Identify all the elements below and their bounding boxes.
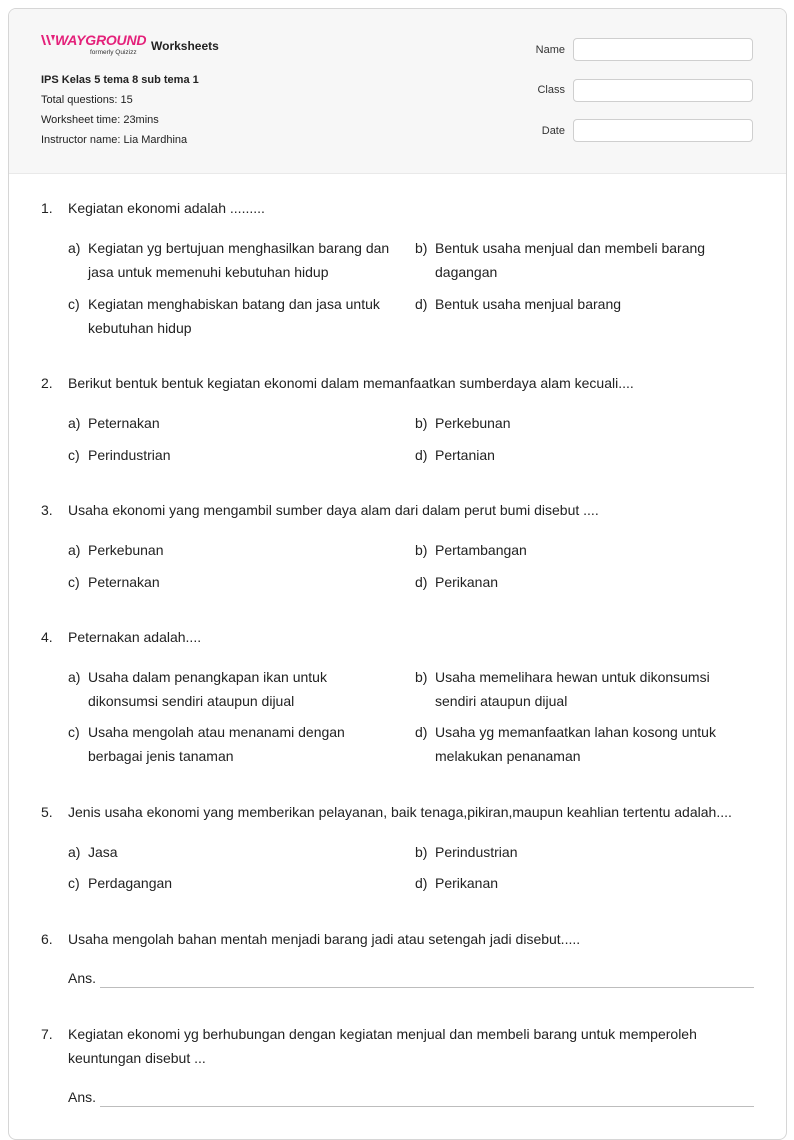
option-text: Usaha yg memanfaatkan lahan kosong untuk melakukan penanaman bbox=[435, 724, 716, 764]
question-number: 1. bbox=[41, 200, 53, 216]
option-text: Perdagangan bbox=[88, 875, 173, 891]
option-letter: a) bbox=[68, 542, 81, 558]
option-text: Bentuk usaha menjual barang bbox=[435, 296, 622, 312]
question-number: 6. bbox=[41, 931, 53, 947]
option-text: Pertambangan bbox=[435, 542, 527, 558]
name-label: Name bbox=[535, 44, 565, 56]
logo-text: WAYGROUND bbox=[55, 32, 147, 48]
option-text: Perindustrian bbox=[88, 447, 171, 463]
option-letter: c) bbox=[68, 875, 80, 891]
answer-line[interactable] bbox=[100, 987, 754, 988]
option-text: Perikanan bbox=[435, 875, 499, 891]
option-text: Usaha memelihara hewan untuk dikonsumsi sendiri ataupun dijual bbox=[435, 669, 710, 709]
option-letter: b) bbox=[415, 542, 428, 558]
option-letter: d) bbox=[415, 296, 428, 312]
question-number: 4. bbox=[41, 629, 53, 645]
question-text: Kegiatan ekonomi adalah ......... bbox=[68, 200, 265, 216]
question-number: 5. bbox=[41, 804, 53, 820]
option-text: Perikanan bbox=[435, 574, 499, 590]
option-letter: d) bbox=[415, 574, 428, 590]
question-number: 7. bbox=[41, 1026, 53, 1042]
option-text: Peternakan bbox=[88, 574, 160, 590]
option-letter: c) bbox=[68, 296, 80, 312]
option-text: Peternakan bbox=[88, 415, 160, 431]
wayground-logo bbox=[41, 32, 145, 60]
option-letter: d) bbox=[415, 875, 428, 891]
total-questions: Total questions: 15 bbox=[41, 94, 133, 106]
option-letter: a) bbox=[68, 669, 81, 685]
date-field[interactable] bbox=[573, 119, 753, 142]
option-letter: a) bbox=[68, 844, 81, 860]
option-letter: b) bbox=[415, 415, 428, 431]
answer-label: Ans. bbox=[68, 970, 97, 986]
option-text: Jasa bbox=[88, 844, 118, 860]
question-number: 2. bbox=[41, 375, 53, 391]
worksheet-title: IPS Kelas 5 tema 8 sub tema 1 bbox=[41, 74, 199, 86]
option-text: Perkebunan bbox=[88, 542, 164, 558]
instructor-name: Instructor name: Lia Mardhina bbox=[41, 134, 188, 146]
answer-label: Ans. bbox=[68, 1089, 97, 1105]
worksheet-time: Worksheet time: 23mins bbox=[41, 114, 159, 126]
option-text: Perindustrian bbox=[435, 844, 518, 860]
option-text: Kegiatan menghabiskan batang dan jasa untuk kebutuhan hidup bbox=[88, 296, 380, 336]
question-text: Jenis usaha ekonomi yang memberikan pelayanan, baik tenaga,pikiran,maupun keahlian tertentu adalah.... bbox=[68, 804, 732, 820]
question-text: Berikut bentuk bentuk kegiatan ekonomi dalam memanfaatkan sumberdaya alam kecuali.... bbox=[68, 375, 634, 391]
question-text: Usaha mengolah bahan mentah menjadi barang jadi atau setengah jadi disebut..... bbox=[68, 931, 581, 947]
worksheet-page bbox=[8, 8, 787, 1140]
option-letter: d) bbox=[415, 447, 428, 463]
option-letter: c) bbox=[68, 724, 80, 740]
class-label: Class bbox=[537, 84, 565, 96]
option-text: Pertanian bbox=[435, 447, 495, 463]
option-letter: b) bbox=[415, 240, 428, 256]
option-text: Bentuk usaha menjual dan membeli barang dagangan bbox=[435, 240, 706, 280]
option-text: Kegiatan yg bertujuan menghasilkan barang dan jasa untuk memenuhi kebutuhan hidup bbox=[88, 240, 390, 280]
section-title: Worksheets bbox=[151, 39, 219, 53]
question-number: 3. bbox=[41, 502, 53, 518]
option-letter: b) bbox=[415, 844, 428, 860]
option-letter: d) bbox=[415, 724, 428, 740]
logo-mark-icon bbox=[41, 34, 55, 46]
option-letter: a) bbox=[68, 240, 81, 256]
date-label: Date bbox=[541, 125, 565, 137]
question-text: Peternakan adalah.... bbox=[68, 629, 202, 645]
question-text: Usaha ekonomi yang mengambil sumber daya alam dari dalam perut bumi disebut .... bbox=[68, 502, 599, 518]
option-text: Perkebunan bbox=[435, 415, 511, 431]
option-text: Usaha dalam penangkapan ikan untuk dikonsumsi sendiri ataupun dijual bbox=[88, 669, 327, 709]
logo-subtext: formerly Quizizz bbox=[90, 49, 137, 56]
option-letter: c) bbox=[68, 447, 80, 463]
option-letter: b) bbox=[415, 669, 428, 685]
option-text: Usaha mengolah atau menanami dengan berbagai jenis tanaman bbox=[88, 724, 345, 764]
option-letter: a) bbox=[68, 415, 81, 431]
option-letter: c) bbox=[68, 574, 80, 590]
answer-line[interactable] bbox=[100, 1106, 754, 1107]
worksheet-header bbox=[9, 9, 786, 174]
name-field[interactable] bbox=[573, 38, 753, 61]
question-text: Kegiatan ekonomi yg berhubungan dengan kegiatan menjual dan membeli barang untuk memperoleh keuntungan disebut ... bbox=[68, 1026, 697, 1066]
class-field[interactable] bbox=[573, 79, 753, 102]
